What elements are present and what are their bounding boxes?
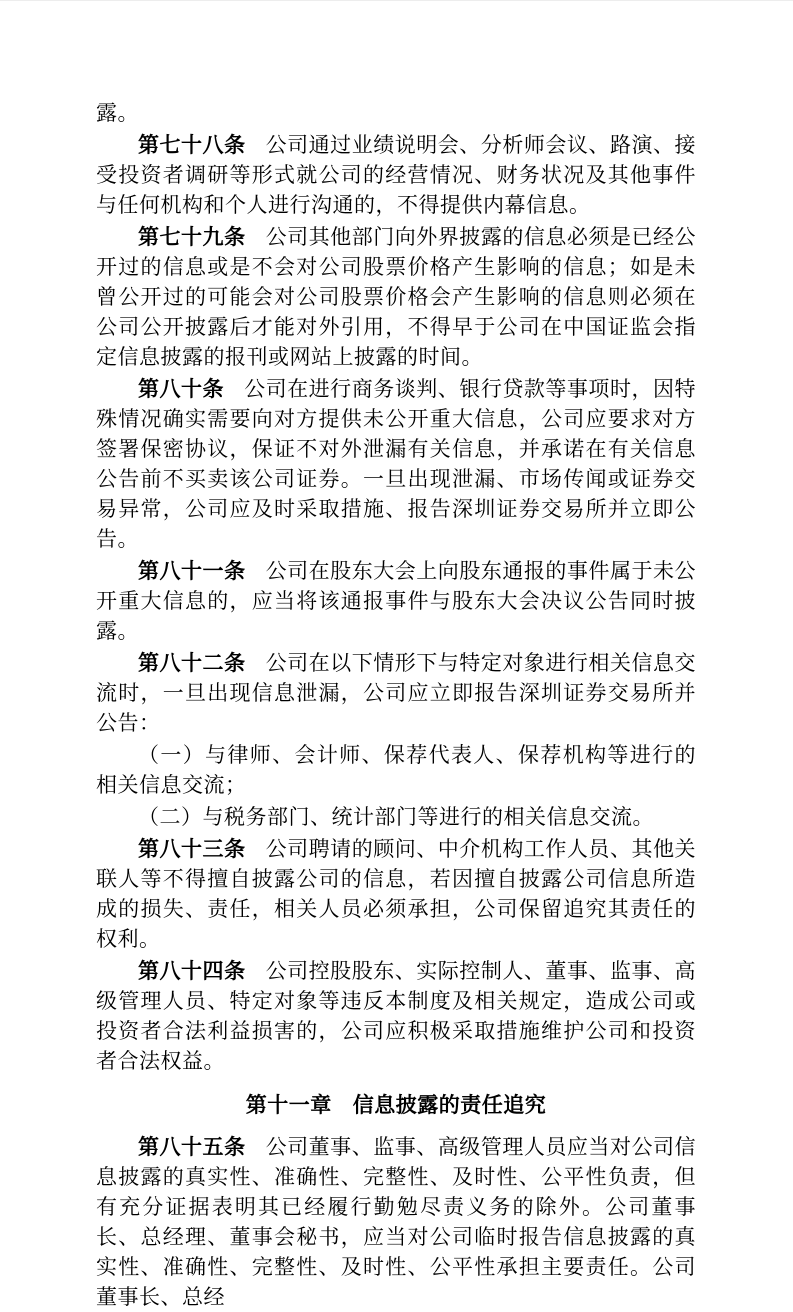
- article-78-text: 公司通过业绩说明会、分析师会议、路演、接受投资者调研等形式就公司的经营情况、财务状况及其他事件与任何机构和个人进行沟通的，不得提供内幕信息。: [96, 133, 697, 217]
- article-81-paragraph: [96, 556, 696, 646]
- chapter-number: 第十一章: [245, 1093, 332, 1117]
- chapter-heading: [96, 1090, 696, 1120]
- article-78-paragraph: [96, 130, 696, 220]
- article-85-text: 公司董事、监事、高级管理人员应当对公司信息披露的真实性、准确性、完整性、及时性、公平性负责，但有充分证据表明其已经履行勤勉尽责义务的除外。公司董事长、总经理、董事会秘书，应当对公司临时报告信息披露的真实性、准确性、完整性、及时性、公平性承担主要责任。公司董事长、总经: [96, 1135, 697, 1309]
- article-80-number: 第八十条: [138, 377, 225, 401]
- article-83-text: 公司聘请的顾问、中介机构工作人员、其他关联人等不得擅自披露公司的信息，若因擅自披露公司信息所造成的损失、责任，相关人员必须承担，公司保留追究其责任的权利。: [96, 837, 697, 951]
- article-83-number: 第八十三条: [138, 837, 246, 861]
- article-82-paragraph: [96, 648, 696, 738]
- article-79-paragraph: [96, 222, 696, 372]
- article-79-text: 公司其他部门向外界披露的信息必须是已经公开过的信息或是不会对公司股票价格产生影响的信息；如是未曾公开过的可能会对公司股票价格会产生影响的信息则必须在公司公开披露后才能对外引用，不得早于公司在中国证监会指定信息披露的报刊或网站上披露的时间。: [96, 225, 697, 369]
- article-85-paragraph: [96, 1132, 696, 1312]
- article-80-paragraph: [96, 374, 696, 554]
- article-81-number: 第八十一条: [138, 559, 246, 583]
- list-item-2-text: （二）与税务部门、统计部门等进行的相关信息交流。: [138, 805, 654, 829]
- article-78-number: 第七十八条: [138, 133, 246, 157]
- continuation-text: 露。: [96, 101, 139, 125]
- list-item-2: [96, 802, 696, 832]
- article-82-number: 第八十二条: [138, 651, 246, 675]
- list-item-1-text: （一）与律师、会计师、保荐代表人、保荐机构等进行的相关信息交流；: [96, 743, 696, 797]
- article-80-text: 公司在进行商务谈判、银行贷款等事项时，因特殊情况确实需要向对方提供未公开重大信息，公司应要求对方签署保密协议，保证不对外泄漏有关信息，并承诺在有关信息公告前不买卖该公司证券。一旦出现泄漏、市场传闻或证券交易异常，公司应及时采取措施、报告深圳证券交易所并立即公告。: [96, 377, 697, 551]
- article-82-text: 公司在以下情形下与特定对象进行相关信息交流时，一旦出现信息泄漏，公司应立即报告深圳证券交易所并公告：: [96, 651, 697, 735]
- article-79-number: 第七十九条: [138, 225, 246, 249]
- article-84-text: 公司控股股东、实际控制人、董事、监事、高级管理人员、特定对象等违反本制度及相关规定，造成公司或投资者合法利益损害的，公司应积极采取措施维护公司和投资者合法权益。: [96, 959, 697, 1073]
- article-81-text: 公司在股东大会上向股东通报的事件属于未公开重大信息的，应当将该通报事件与股东大会决议公告同时披露。: [96, 559, 697, 643]
- continuation-paragraph: [96, 98, 696, 128]
- article-83-paragraph: [96, 834, 696, 954]
- article-85-number: 第八十五条: [138, 1135, 246, 1159]
- article-84-number: 第八十四条: [138, 959, 246, 983]
- list-item-1: [96, 740, 696, 800]
- chapter-title: 信息披露的责任追究: [352, 1093, 547, 1117]
- article-84-paragraph: [96, 956, 696, 1076]
